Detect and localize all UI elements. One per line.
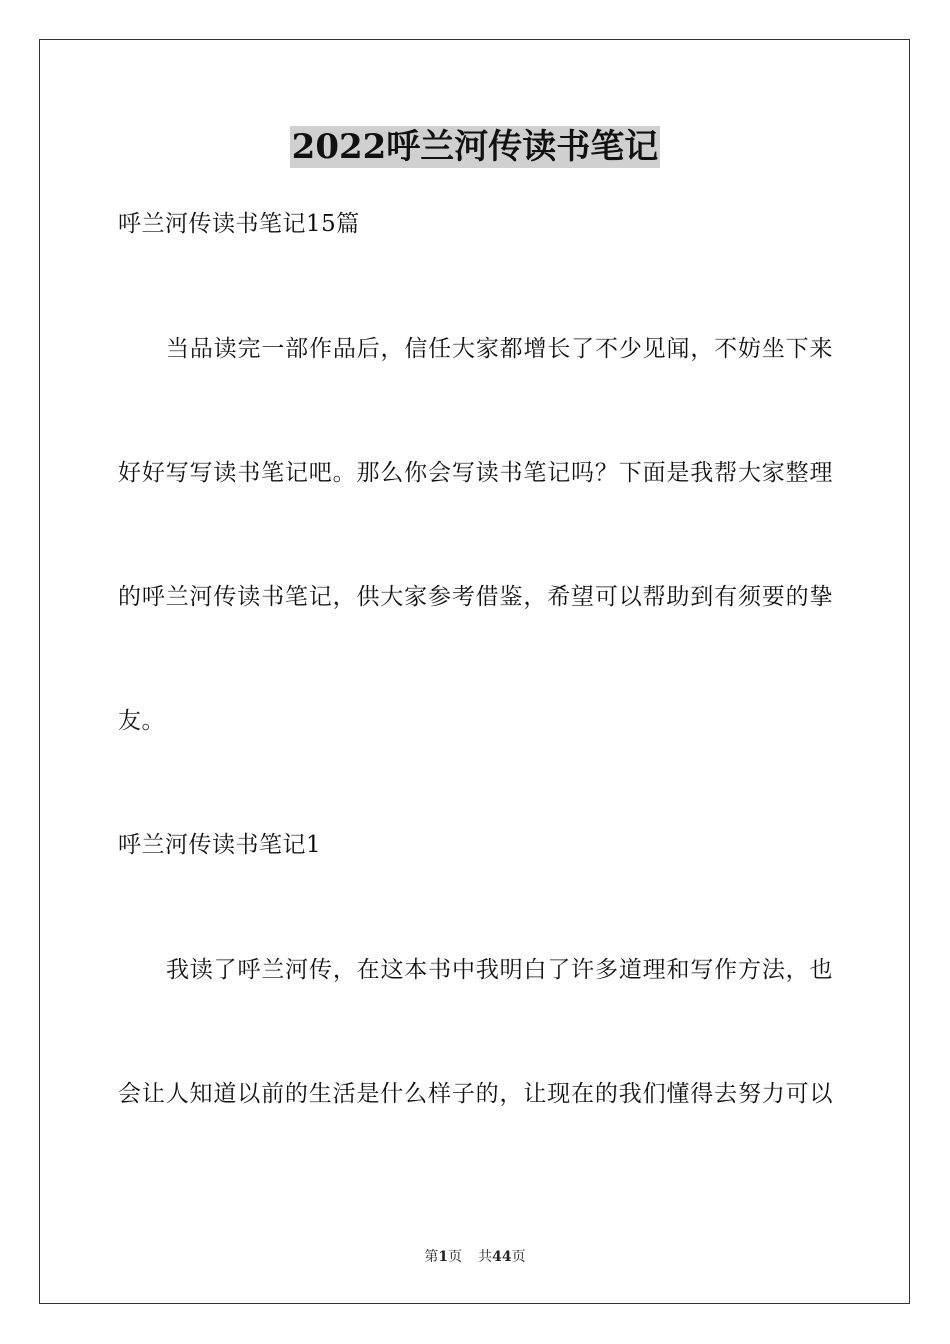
- footer-total-prefix: 共: [478, 1249, 493, 1265]
- intro-line-1: 当品读完一部作品后，信任大家都增长了不少见闻，不妨坐下来: [166, 336, 833, 362]
- section-line-1: 我读了呼兰河传，在这本书中我明白了许多道理和写作方法，也: [166, 957, 833, 983]
- section-line-2: 会让人知道以前的生活是什么样子的，让现在的我们懂得去努力可以: [118, 1081, 833, 1107]
- section-heading: 呼兰河传读书笔记1: [118, 832, 322, 858]
- footer-page-number: 1: [438, 1249, 449, 1265]
- title-container: [0, 126, 950, 168]
- document-subtitle: 呼兰河传读书笔记15篇: [118, 211, 360, 237]
- footer-total-suffix: 页: [511, 1249, 526, 1265]
- footer-page-prefix: 第: [424, 1249, 439, 1265]
- intro-line-4: 友。: [118, 708, 165, 734]
- intro-line-2: 好好写写读书笔记吧。那么你会写读书笔记吗？下面是我帮大家整理: [118, 460, 833, 486]
- footer-page-suffix: 页: [448, 1249, 463, 1265]
- intro-line-3: 的呼兰河传读书笔记，供大家参考借鉴，希望可以帮助到有须要的挚: [118, 584, 833, 610]
- footer-total-pages: 44: [492, 1249, 512, 1265]
- page-footer: [0, 1247, 950, 1267]
- document-title: 2022呼兰河传读书笔记: [291, 127, 659, 167]
